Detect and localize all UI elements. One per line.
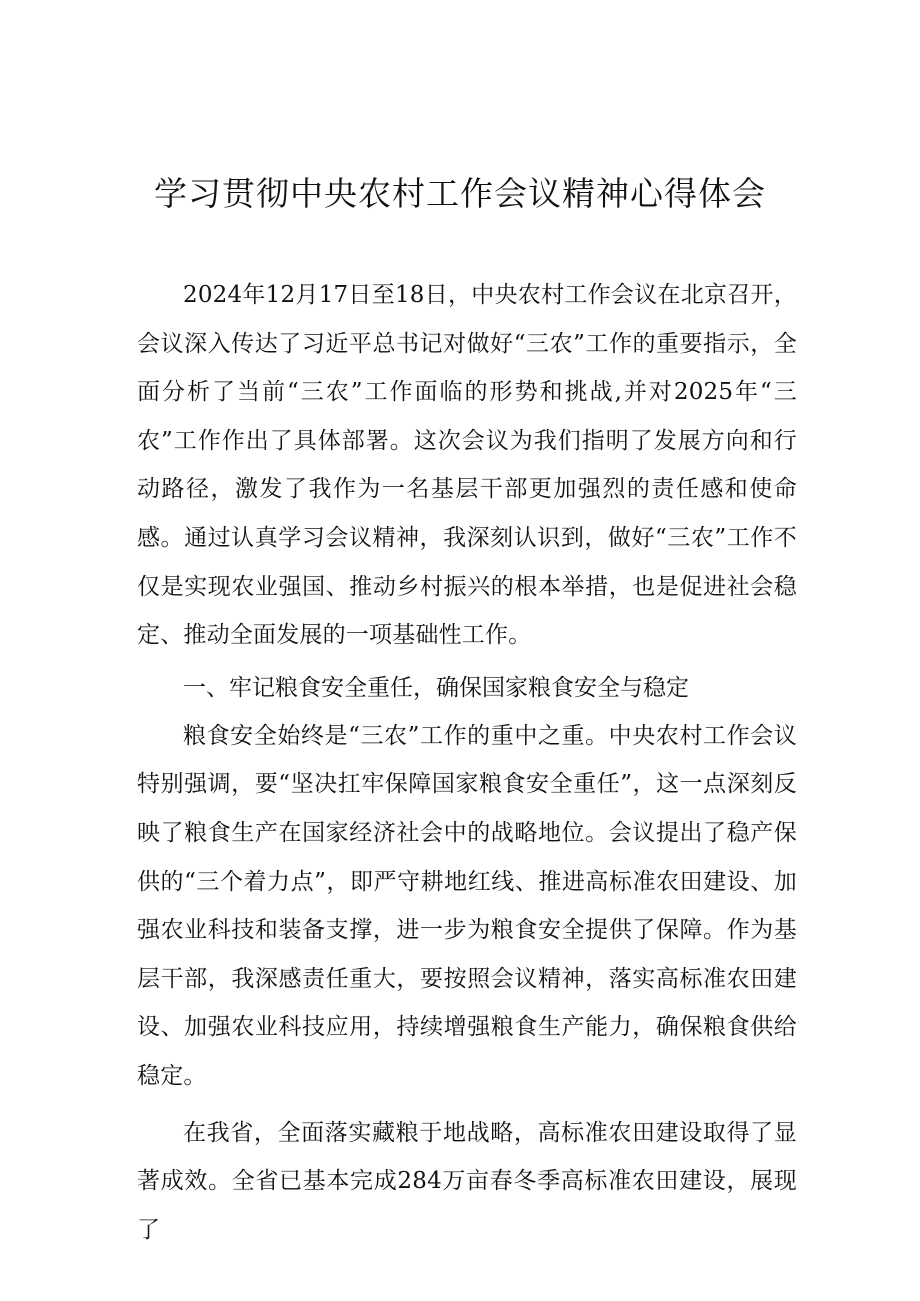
section-heading-1: 一、牢记粮食安全重任，确保国家粮食安全与稳定	[183, 674, 689, 701]
document-body	[137, 271, 797, 1254]
section-1-paragraph-2: 在我省，全面落实藏粮于地战略，高标准农田建设取得了显著成效。全省已基本完成284万亩春冬季高标准农田建设，展现了	[137, 1119, 797, 1243]
section-1-paragraph-1: 粮食安全始终是“三农”工作的重中之重。中央农村工作会议特别强调，要“坚决扛牢保障国家粮食安全重任”，这一点深刻反映了粮食生产在国家经济社会中的战略地位。会议提出了稳产保供的“三个着力点”，即严守耕地红线、推进高标准农田建设、加强农业科技和装备支撑，进一步为粮食安全提供了保障。作为基层干部，我深感责任重大，要按照会议精神，落实高标准农田建设、加强农业科技应用，持续增强粮食生产能力，确保粮食供给稳定。	[137, 722, 797, 1089]
document-title: 学习贯彻中央农村工作会议精神心得体会	[154, 174, 766, 213]
intro-paragraph: 2024年12月17日至18日，中央农村工作会议在北京召开，会议深入传达了习近平总书记对做好“三农”工作的重要指示，全面分析了当前“三农”工作面临的形势和挑战,并对2025年“三农”工作作出了具体部署。这次会议为我们指明了发展方向和行动路径，激发了我作为一名基层干部更加强烈的责任感和使命感。通过认真学习会议精神，我深刻认识到，做好“三农”工作不仅是实现农业强国、推动乡村振兴的根本举措，也是促进社会稳定、推动全面发展的一项基础性工作。	[137, 282, 797, 649]
